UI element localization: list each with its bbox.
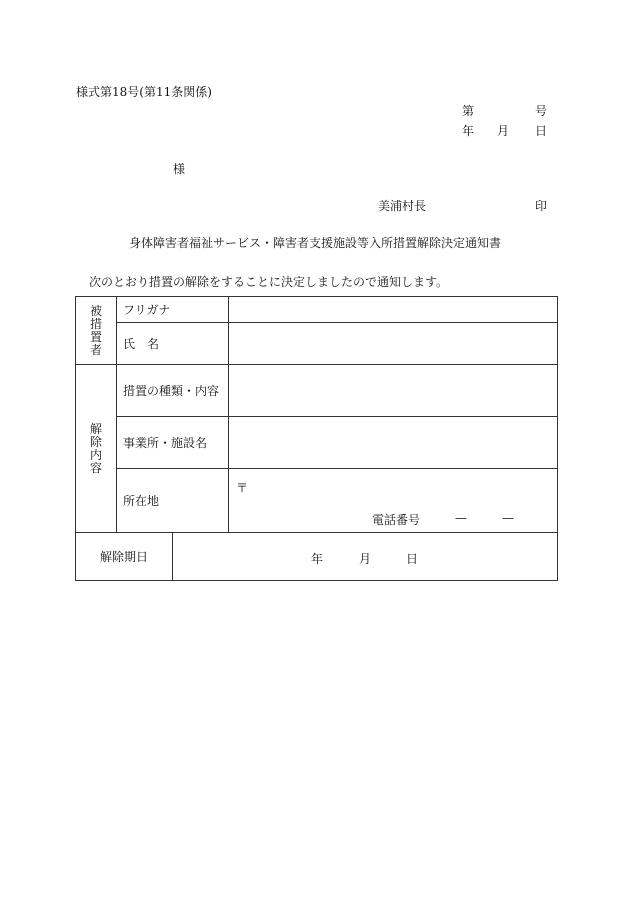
release-date-field[interactable] <box>173 533 558 581</box>
intro-text: 次のとおり措置の解除をすることに決定しましたので通知します。 <box>89 275 449 289</box>
name-row <box>76 323 558 365</box>
release-notice-table <box>75 296 558 581</box>
address-label: 所在地 <box>117 469 229 533</box>
address-row <box>76 469 558 533</box>
release-date-day: 日 <box>406 552 419 566</box>
subject-group-label: 被措置者 <box>89 303 102 357</box>
furigana-row <box>76 297 558 323</box>
issue-date-day: 日 <box>535 124 548 138</box>
phone-dash: — <box>502 511 514 525</box>
name-field[interactable] <box>229 323 558 365</box>
release-date-label: 解除期日 <box>76 533 173 581</box>
facility-label: 事業所・施設名 <box>117 417 229 469</box>
document-number-suffix: 号 <box>535 104 548 118</box>
furigana-field[interactable] <box>229 297 558 323</box>
address-field[interactable] <box>229 469 558 533</box>
name-label: 氏 名 <box>117 323 229 365</box>
phone-dash: — <box>455 511 467 525</box>
release-date-month: 月 <box>359 552 372 566</box>
measure-type-row <box>76 365 558 417</box>
facility-row <box>76 417 558 469</box>
measure-type-field[interactable] <box>229 365 558 417</box>
release-group-label-cell <box>76 365 117 533</box>
addressee-honorific: 様 <box>173 162 186 176</box>
release-date-year: 年 <box>311 552 324 566</box>
postal-mark: 〒 <box>236 481 249 495</box>
phone-label: 電話番号 <box>372 513 421 527</box>
document-number-label: 第 <box>462 104 475 118</box>
form-number: 様式第18号(第11条関係) <box>76 85 212 99</box>
release-date-row <box>76 533 558 581</box>
facility-field[interactable] <box>229 417 558 469</box>
document-title: 身体障害者福祉サービス・障害者支援施設等入所措置解除決定通知書 <box>128 236 501 250</box>
issue-date-month: 月 <box>497 124 510 138</box>
issuer-name: 美浦村長 <box>378 199 427 213</box>
issuer-seal-mark: 印 <box>535 199 548 213</box>
furigana-label: フリガナ <box>117 297 229 323</box>
subject-group-label-cell <box>76 297 117 365</box>
release-group-label: 解除内容 <box>89 421 102 475</box>
issue-date-year: 年 <box>462 124 475 138</box>
measure-type-label: 措置の種類・内容 <box>117 365 229 417</box>
